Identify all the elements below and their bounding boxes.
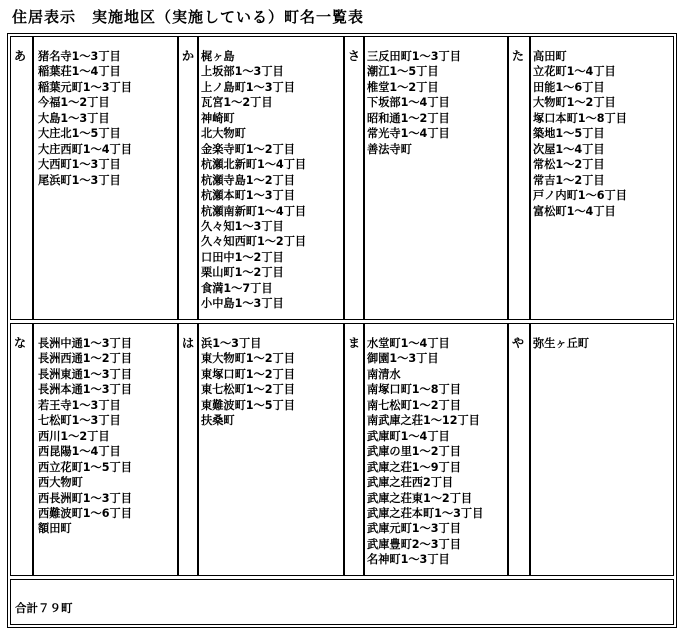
town-name: 築地1～5丁目 — [533, 127, 605, 141]
row-label-sa: さ — [344, 36, 364, 320]
town-name: 武庫町1～4丁目 — [367, 429, 450, 443]
town-name: 大物町1～2丁目 — [533, 96, 616, 110]
row-label-ka: か — [178, 36, 198, 320]
town-name: 長洲東通1～3丁目 — [38, 367, 132, 381]
town-name: 上坂部1～3丁目 — [201, 65, 284, 79]
town-name: 西立花町1～5丁目 — [38, 460, 132, 474]
town-list-a — [33, 36, 178, 320]
town-name: 若王寺1～3丁目 — [38, 398, 121, 412]
town-name: 稲葉元町1～3丁目 — [38, 80, 132, 94]
row-label-a: あ — [10, 36, 33, 320]
town-name: 名神町1～3丁目 — [367, 553, 450, 567]
town-name: 武庫の里1～2丁目 — [367, 445, 461, 459]
town-name: 長洲中通1～3丁目 — [38, 337, 132, 350]
town-name: 金楽寺町1～2丁目 — [201, 142, 295, 156]
town-name: 大島1～3丁目 — [38, 111, 110, 125]
town-name: 小中島1～3丁目 — [201, 297, 284, 311]
town-name: 武庫之荘西2丁目 — [367, 476, 454, 490]
town-name: 食満1～7丁目 — [201, 281, 273, 295]
row-label-ta: た — [508, 36, 530, 320]
town-name: 梶ヶ島 — [201, 50, 235, 63]
town-name: 三反田町1～3丁目 — [367, 50, 461, 63]
town-name: 弥生ヶ丘町 — [533, 337, 589, 350]
town-name: 西昆陽1～4丁目 — [38, 445, 121, 459]
town-name: 下坂部1～4丁目 — [367, 96, 450, 110]
town-name: 大庄北1～5丁目 — [38, 127, 121, 141]
town-name: 塚口本町1～8丁目 — [533, 111, 627, 125]
town-name: 常松1～2丁目 — [533, 158, 605, 172]
town-table — [7, 33, 677, 628]
row-label-ha: は — [178, 323, 198, 576]
town-name: 東大物町1～2丁目 — [201, 352, 295, 366]
town-name: 武庫豊町2～3丁目 — [367, 537, 461, 551]
town-name: 今福1～2丁目 — [38, 96, 110, 110]
town-name: 西大物町 — [38, 476, 83, 490]
town-list-sa — [364, 36, 508, 320]
town-name: 椎堂1～2丁目 — [367, 80, 439, 94]
town-name: 潮江1～5丁目 — [367, 65, 439, 79]
town-name: 武庫之荘本町1～3丁目 — [367, 506, 484, 520]
town-name: 南七松町1～2丁目 — [367, 398, 461, 412]
town-name: 北大物町 — [201, 127, 246, 141]
town-name: 次屋1～4丁目 — [533, 142, 605, 156]
town-name: 口田中1～2丁目 — [201, 250, 284, 264]
town-name: 高田町 — [533, 50, 567, 63]
town-name: 西難波町1～6丁目 — [38, 506, 132, 520]
town-name: 杭瀬南新町1～4丁目 — [201, 204, 307, 218]
town-name: 久々知1～3丁目 — [201, 219, 284, 233]
town-list-ya — [530, 323, 674, 576]
town-name: 瓦宮1～2丁目 — [201, 96, 273, 110]
town-name: 稲葉荘1～4丁目 — [38, 65, 121, 79]
town-name: 久々知西町1～2丁目 — [201, 235, 307, 249]
town-name: 栗山町1～2丁目 — [201, 266, 284, 280]
town-name: 常吉1～2丁目 — [533, 173, 605, 187]
town-name: 南武庫之荘1～12丁目 — [367, 414, 480, 428]
town-name: 猪名寺1～3丁目 — [38, 50, 121, 63]
town-name: 西川1～2丁目 — [38, 429, 110, 443]
town-name: 武庫之荘東1～2丁目 — [367, 491, 473, 505]
town-name: 立花町1～4丁目 — [533, 65, 616, 79]
town-name: 常光寺1～4丁目 — [367, 127, 450, 141]
page-title: 住居表示 実施地区（実施している）町名一覧表 — [12, 8, 365, 26]
town-name: 水堂町1～4丁目 — [367, 337, 450, 350]
town-name: 長洲西通1～2丁目 — [38, 352, 132, 366]
town-list-ka — [198, 36, 344, 320]
town-name: 武庫之荘1～9丁目 — [367, 460, 461, 474]
town-name: 大西町1～3丁目 — [38, 158, 121, 172]
row-label-ya: や — [508, 323, 530, 576]
town-name: 東難波町1～5丁目 — [201, 398, 295, 412]
town-name: 東塚口町1～2丁目 — [201, 367, 295, 381]
town-name: 武庫元町1～3丁目 — [367, 522, 461, 536]
town-name: 東七松町1～2丁目 — [201, 383, 295, 397]
town-name: 扶桑町 — [201, 414, 235, 428]
town-list-ta — [530, 36, 674, 320]
town-list-ha — [198, 323, 344, 576]
total-count: 合計７９町 — [15, 601, 73, 615]
town-name: 杭瀬本町1～3丁目 — [201, 189, 295, 203]
town-name: 大庄西町1～4丁目 — [38, 142, 132, 156]
town-name: 長洲本通1～3丁目 — [38, 383, 132, 397]
town-name: 南塚口町1～8丁目 — [367, 383, 461, 397]
row-label-ma: ま — [344, 323, 364, 576]
town-name: 南清水 — [367, 367, 401, 381]
town-name: 富松町1～4丁目 — [533, 204, 616, 218]
total-cell — [10, 579, 674, 625]
town-name: 杭瀬北新町1～4丁目 — [201, 158, 307, 172]
town-name: 善法寺町 — [367, 142, 412, 156]
town-name: 杭瀬寺島1～2丁目 — [201, 173, 295, 187]
town-list-ma — [364, 323, 508, 576]
town-name: 上ノ島町1～3丁目 — [201, 80, 295, 94]
town-list-na — [33, 323, 178, 576]
town-name: 戸ノ内町1～6丁目 — [533, 189, 627, 203]
town-name: 昭和通1～2丁目 — [367, 111, 450, 125]
town-name: 尾浜町1～3丁目 — [38, 173, 121, 187]
town-name: 御園1～3丁目 — [367, 352, 439, 366]
town-name: 浜1～3丁目 — [201, 337, 262, 350]
town-name: 田能1～6丁目 — [533, 80, 605, 94]
row-label-na: な — [10, 323, 33, 576]
town-name: 神崎町 — [201, 111, 235, 125]
town-name: 七松町1～3丁目 — [38, 414, 121, 428]
town-name: 西長洲町1～3丁目 — [38, 491, 132, 505]
town-name: 額田町 — [38, 522, 72, 536]
